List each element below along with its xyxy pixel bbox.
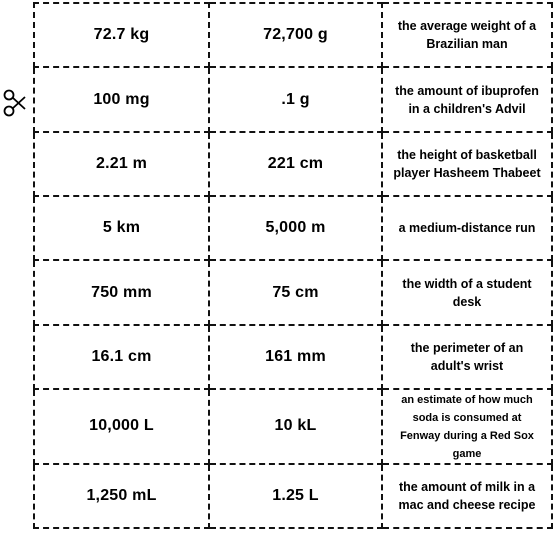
equivalent-card	[209, 3, 382, 67]
description-text: an estimate of how much soda is consumed at Fenway during a Red Sox game	[400, 394, 534, 461]
table-row	[34, 196, 552, 260]
equivalent-value: 221 cm	[267, 154, 324, 172]
description-text: the amount of milk in a mac and cheese recipe	[398, 479, 536, 512]
measurement-card	[34, 464, 209, 528]
measurement-value: 5 km	[102, 219, 141, 237]
equivalent-card	[209, 464, 382, 528]
table-row	[34, 132, 552, 196]
measurement-card	[34, 132, 209, 196]
measurement-value: 100 mg	[93, 90, 150, 108]
description-text: the perimeter of an adult's wrist	[410, 340, 524, 373]
description-card	[382, 260, 552, 324]
equivalent-value: 1.25 L	[272, 486, 319, 504]
description-card	[382, 132, 552, 196]
equivalent-card	[209, 67, 382, 131]
measurement-value: 16.1 cm	[91, 347, 152, 365]
description-text: the height of basketball player Hasheem Thabeet	[393, 147, 541, 180]
description-card	[382, 464, 552, 528]
measurement-card	[34, 325, 209, 389]
table-row	[34, 260, 552, 324]
measurement-value: 10,000 L	[89, 417, 154, 435]
description-card	[382, 389, 552, 463]
table-row	[34, 325, 552, 389]
equivalent-card	[209, 196, 382, 260]
table-row	[34, 464, 552, 528]
description-card	[382, 325, 552, 389]
equivalent-card	[209, 132, 382, 196]
equivalent-card	[209, 325, 382, 389]
equivalent-card	[209, 260, 382, 324]
conversion-card-table	[33, 2, 553, 529]
equivalent-card	[209, 389, 382, 463]
measurement-card	[34, 389, 209, 463]
equivalent-value: .1 g	[281, 90, 310, 108]
description-text: the average weight of a Brazilian man	[397, 19, 537, 52]
measurement-value: 750 mm	[91, 283, 152, 301]
measurement-card	[34, 67, 209, 131]
equivalent-value: 5,000 m	[265, 219, 326, 237]
table-row	[34, 67, 552, 131]
measurement-value: 72.7 kg	[93, 26, 150, 44]
description-card	[382, 3, 552, 67]
equivalent-value: 10 kL	[274, 417, 317, 435]
description-text: the amount of ibuprofen in a children's Advil	[395, 83, 539, 116]
description-text: a medium-distance run	[398, 221, 536, 236]
scissors-icon	[2, 88, 26, 118]
description-text: the width of a student desk	[402, 276, 532, 309]
table-row	[34, 389, 552, 463]
equivalent-value: 72,700 g	[263, 26, 328, 44]
measurement-card	[34, 260, 209, 324]
description-card	[382, 67, 552, 131]
equivalent-value: 75 cm	[272, 283, 319, 301]
measurement-value: 1,250 mL	[86, 486, 157, 504]
measurement-card	[34, 3, 209, 67]
measurement-card	[34, 196, 209, 260]
equivalent-value: 161 mm	[265, 347, 326, 365]
description-card	[382, 196, 552, 260]
measurement-value: 2.21 m	[95, 154, 147, 172]
table-row	[34, 3, 552, 67]
